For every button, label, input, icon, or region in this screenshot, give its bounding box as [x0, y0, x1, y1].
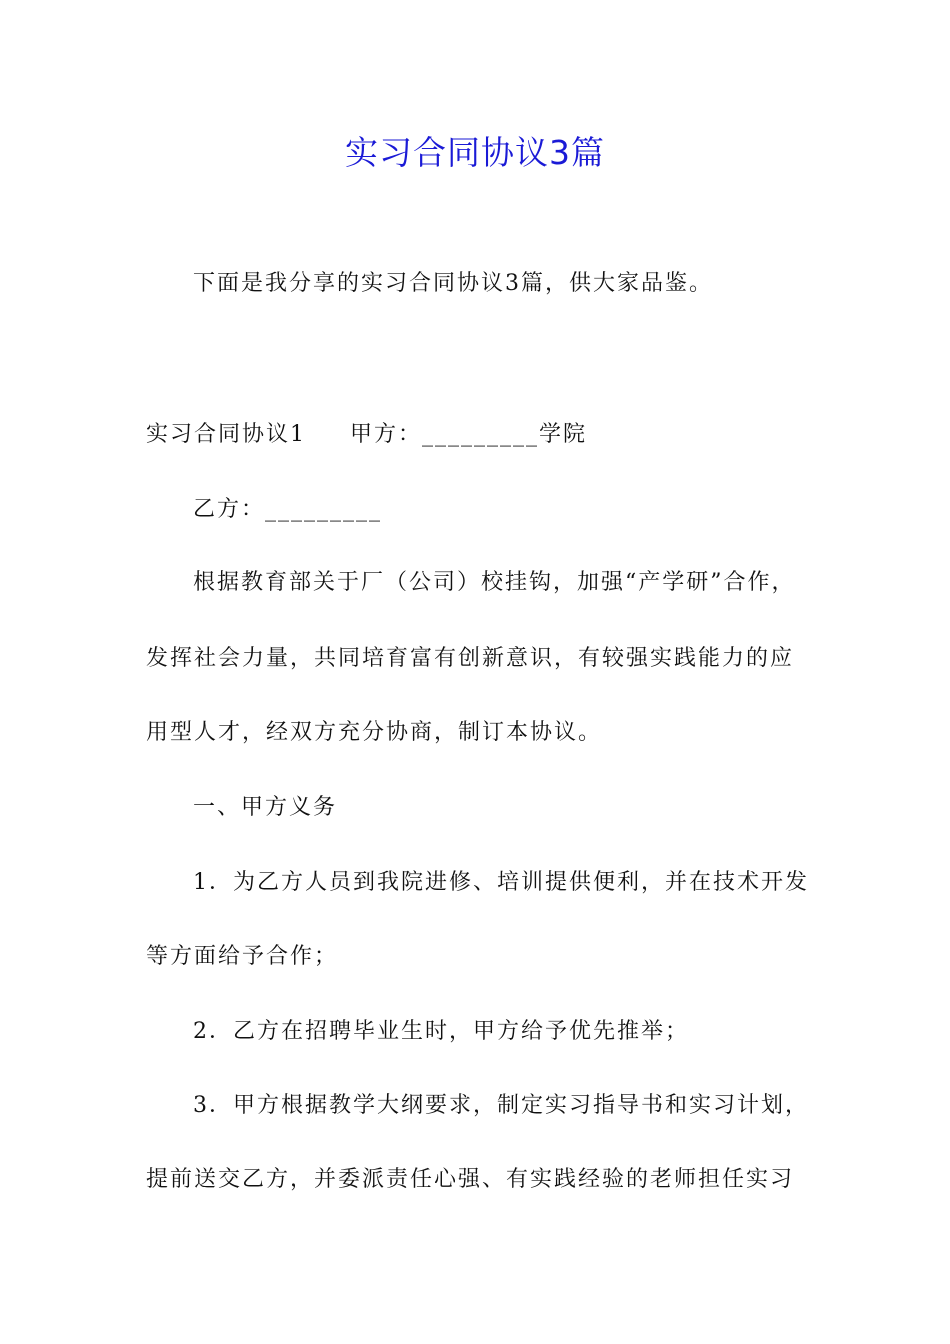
- party-b-line: 乙方：_________: [193, 497, 383, 522]
- document-title: 实习合同协议3篇: [345, 133, 605, 172]
- list-item-line: 提前送交乙方，并委派责任心强、有实践经验的老师担任实习: [146, 1167, 795, 1192]
- list-item-line: 2．乙方在招聘毕业生时，甲方给予优先推举；: [193, 1019, 689, 1044]
- intro-paragraph: 下面是我分享的实习合同协议3篇，供大家品鉴。: [193, 271, 713, 296]
- paragraph-line: 根据教育部关于厂（公司）校挂钩，加强“产学研”合作，: [193, 570, 796, 595]
- list-item-line: 1．为乙方人员到我院进修、培训提供便利，并在技术开发: [193, 870, 809, 895]
- list-item-line: 3．甲方根据教学大纲要求，制定实习指导书和实习计划，: [193, 1093, 809, 1118]
- section-heading-line: [146, 420, 587, 450]
- section-subheading: 一、甲方义务: [193, 795, 338, 820]
- list-item-line: 等方面给予合作；: [146, 944, 339, 969]
- paragraph-line: 用型人才，经双方充分协商，制订本协议。: [146, 720, 603, 745]
- party-a-line: 甲方：_________学院: [350, 422, 588, 447]
- section-heading: 实习合同协议1: [146, 422, 306, 447]
- paragraph-line: 发挥社会力量，共同培育富有创新意识，有较强实践能力的应: [146, 646, 795, 671]
